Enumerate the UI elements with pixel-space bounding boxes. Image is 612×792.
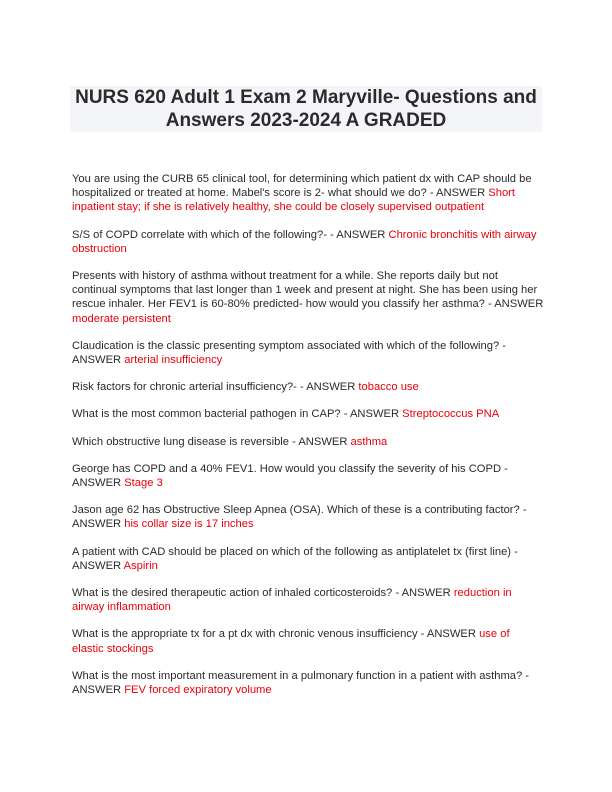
answer-text: use of elastic stockings — [72, 628, 510, 655]
question-text: What is the most common bacterial pathogen in CAP? - ANSWER — [72, 408, 400, 421]
question-text: Risk factors for chronic arterial insufficiency?- - ANSWER — [72, 381, 356, 394]
question-text: Presents with history of asthma without treatment for a while. She reports daily but not continual symptoms that last longer than 1 week and present at night. She has been using her rescue inhaler. Her FEV1 is 60-80% predicted- how would you classify her asthma? - ANSWER — [72, 270, 544, 311]
question-text: S/S of COPD correlate with which of the following?- - ANSWER — [72, 228, 386, 241]
qa-item — [72, 339, 544, 367]
qa-item — [72, 380, 544, 394]
answer-text: asthma — [350, 435, 388, 448]
question-text: Claudication is the classic presenting symptom associated with which of the following? - ANSWER — [72, 339, 507, 367]
answer-text: Streptococcus PNA — [402, 408, 500, 421]
qa-item — [72, 462, 544, 490]
document-title: NURS 620 Adult 1 Exam 2 Maryville- Questions and Answers 2023-2024 A GRADED — [75, 87, 537, 131]
answer-text: reduction in airway inflammation — [72, 587, 512, 614]
qa-item — [72, 269, 544, 326]
question-text: You are using the CURB 65 clinical tool, for determining which patient dx with CAP should be hospitalized or treated at home. Mabel's score is 2- what should we do? - ANSWER — [72, 173, 532, 200]
answer-text: Stage 3 — [124, 477, 163, 490]
question-text: Which obstructive lung disease is reversible - ANSWER — [72, 435, 348, 448]
question-text: George has COPD and a 40% FEV1. How would you classify the severity of his COPD - ANSWER — [72, 462, 508, 490]
qa-item — [72, 669, 544, 697]
qa-item — [72, 435, 544, 449]
answer-text: arterial insufficiency — [124, 354, 223, 367]
qa-list — [72, 172, 544, 710]
answer-text: tobacco use — [358, 381, 419, 394]
qa-item — [72, 228, 544, 256]
question-text: Jason age 62 has Obstructive Sleep Apnea (OSA). Which of these is a contributing factor? - ANSWER — [72, 504, 527, 531]
answer-text: Short inpatient stay; if she is relatively healthy, she could be closely supervised outpatient — [72, 187, 516, 214]
qa-item — [72, 545, 544, 573]
answer-text: moderate persistent — [72, 312, 171, 325]
question-text: A patient with CAD should be placed on which of the following as antiplatelet tx (first line) - ANSWER — [72, 545, 518, 572]
qa-item — [72, 586, 544, 614]
answer-text: Aspirin — [123, 559, 158, 572]
title-banner — [70, 86, 542, 132]
qa-item — [72, 503, 544, 531]
answer-text: FEV forced expiratory volume — [124, 684, 272, 697]
answer-text: his collar size is 17 inches — [124, 518, 254, 531]
answer-text: Chronic bronchitis with airway obstruction — [72, 228, 537, 255]
qa-item — [72, 172, 544, 215]
question-text: What is the desired therapeutic action of inhaled corticosteroids? - ANSWER — [72, 587, 451, 600]
question-text: What is the most important measurement in a pulmonary function in a patient with asthma? - ANSWER — [72, 669, 530, 697]
question-text: What is the appropriate tx for a pt dx with chronic venous insufficiency - ANSWER — [72, 628, 476, 641]
qa-item — [72, 407, 544, 421]
qa-item — [72, 627, 544, 655]
